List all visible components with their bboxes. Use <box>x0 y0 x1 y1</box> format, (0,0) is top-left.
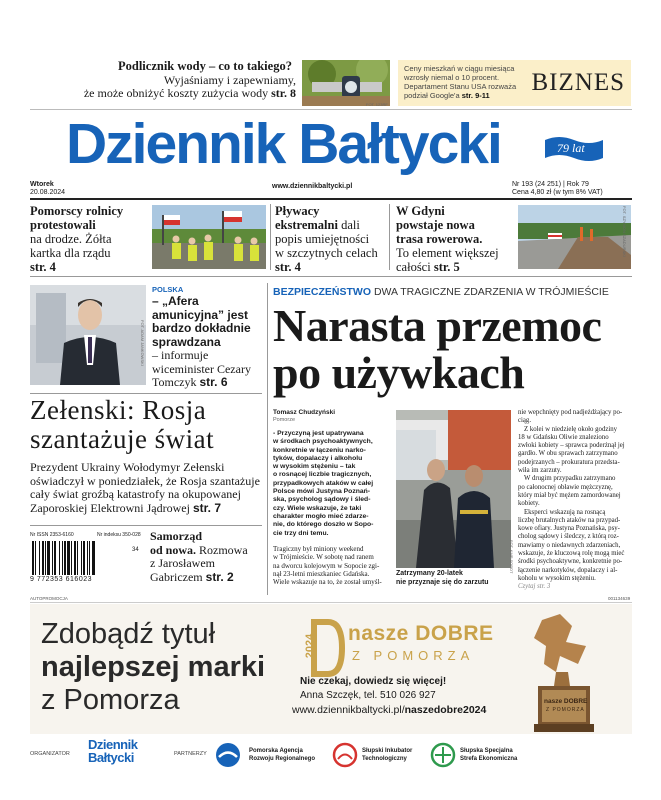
zelenski-headline[interactable]: Zełenski: Rosja szantażuje świat <box>30 395 215 454</box>
organizer-logo[interactable]: Dziennik Bałtycki <box>88 737 138 765</box>
main-kicker: BEZPIECZEŃSTWO DWA TRAGICZNE ZDARZENIA W TRÓJMIEŚCIE <box>273 286 609 298</box>
zelenski-body: Prezydent Ukrainy Wołodymyr Zełenski oświadczył w poniedziałek, że Rosja szantażuje cały świat groźbą katastrofy na okupowanej Zaporoskiej Elektrowni Jądrowej str. 7 <box>30 460 260 515</box>
index-label: Nr indeksu 350-028 <box>97 532 141 538</box>
prrr-logo-icon <box>215 742 241 768</box>
promo-contact: Anna Szczęk, tel. 510 026 927 <box>300 690 436 701</box>
cycle-path-photo <box>518 205 631 269</box>
organizer-label: ORGANIZATOR <box>30 751 70 757</box>
continued-link[interactable]: Czytaj str. 3 <box>518 583 551 591</box>
masthead-day: Wtorek <box>30 181 54 188</box>
promo-brand-sub: Z POMORZA <box>352 648 475 663</box>
promo-headline: Zdobądź tytuł najlepszej marki z Pomorza <box>41 618 266 716</box>
main-headline[interactable]: Narasta przemoc po używkach <box>273 300 602 398</box>
column-divider <box>389 204 390 270</box>
masthead-price: Cena 4,80 zł (w tym 8% VAT) <box>512 189 603 196</box>
barcode <box>30 541 142 583</box>
promo-brand: nasze DOBRE <box>348 622 494 645</box>
masthead-url[interactable]: www.dziennikbaltycki.pl <box>272 183 353 190</box>
arrest-caption: Zatrzymany 20-latek nie przyznaje się do zarzutu <box>396 570 489 586</box>
politics-headline[interactable]: – „Afera amunicyjna” jest bardzo dokładnie sprawdzana <box>152 294 251 349</box>
divider <box>30 393 262 394</box>
teaser-farmers[interactable]: Pomorscy rolnicy protestowali na drodze. Żółta kartka dla rządu str. 4 <box>30 204 124 274</box>
column-divider <box>270 204 271 270</box>
teaser-top-line2: Wyjaśniamy i zapewniamy, <box>163 73 296 87</box>
partner-ssse[interactable]: Słupska Specjalna Strefa Ekonomiczna <box>430 742 530 768</box>
masthead-date: 20.08.2024 <box>30 189 66 196</box>
teaser-top-page: str. 8 <box>271 86 296 100</box>
main-author: Tomasz Chudzyński <box>273 409 336 416</box>
main-body-1: Tragiczny był miniony weekend w Trójmieście. W sobotę nad ranem na dworcu kolejowym w Sopocie zgi- nął 23-letni mieszkaniec Gdańska. Wiele wskazuje na to, że został umyśl- <box>273 545 382 587</box>
divider <box>30 109 632 110</box>
main-location: Pomorze <box>273 417 296 423</box>
anniversary-ribbon: 79 lat <box>545 134 603 164</box>
nasze-dobre-emblem: 2024 <box>306 618 346 678</box>
politician-photo <box>30 285 146 385</box>
teaser-gdynia[interactable]: W Gdyni powstaje nowa trasa rowerowa. To element większej całości str. 5 <box>396 204 499 274</box>
divider <box>30 602 632 603</box>
politician-credit: FOT. ADAM JANKOWSKI <box>140 320 145 366</box>
teaser-swimmers[interactable]: Pływacy ekstremalni dali popis umiejętności w szczytnych celach str. 4 <box>275 204 378 274</box>
cyclepath-credit: FOT. SZYMON SZADURSKI <box>622 206 627 257</box>
teaser-top-credit: FOT. 123RF <box>366 102 388 107</box>
arrest-photo <box>396 410 511 568</box>
main-body-2: nie wepchnięty pod nadjeżdżający po- ciąg. Z kolei w niedzielę około godziny 18 w Gdańsku Oliwie znaleziono zwłoki kobiety – sprawca poderżnął jej gardło. W obu sprawach zatrzymano podejrzanych – prokuratura przedsta- wiła im zarzuty. W drugim przypadku zatrzymano po całonocnej obławie mężczyznę, który miał być mężem zamordowanej kobiety. Eksperci wskazują na rosnącą liczbę brutalnych ataków na przypad- kowe ofiary. Justyna Poznańska, psy- cholog sądowy i śledczy, z którą roz- mawiamy o niedawnych zdarzeniach, wskazuje, że kluczową rolę mogą mieć środki psychoaktywne, konkretnie po- łączenie narkotyków, dopalaczy i al- koholu w wysokim stężeniu. Czytaj str. 3 <box>518 409 632 592</box>
barcode-number: 9 772353 616023 <box>30 576 92 583</box>
trophy-statue: nasze DOBRE Z POMORZA <box>516 612 612 734</box>
partner-sit[interactable]: Słupski Inkubator Technologiczny <box>332 742 432 768</box>
promo-label: AUTOPROMOCJA <box>30 596 68 601</box>
politics-sub: – informuje wiceminister Cezary Tomczyk str. 6 <box>152 348 251 389</box>
partners-label: PARTNERZY <box>174 751 207 757</box>
sit-logo-icon <box>332 742 358 768</box>
biznes-label: BIZNES <box>531 69 625 96</box>
partner-prrr[interactable]: Pomorska Agencja Rozwoju Regionalnego <box>215 742 330 768</box>
divider <box>30 198 632 200</box>
water-meter-photo <box>302 60 390 106</box>
ssse-logo-icon <box>430 742 456 768</box>
divider <box>30 276 632 277</box>
main-lead: - Przyczyną jest upatrywana w środkach psychoaktywnych, konkretnie w łączeniu narko- tyków, dopalaczy i alkoholu w wysokim stężeniu – tak o rosnącej liczbie tragicznych, przypadkowych ataków w całej Polsce mówi Justyna Poznań- ska, psycholog sądowy i śled- czy. Wiele wskazuje, że taki charakter mogło mieć zdarze- nie, do którego doszło w Sopo- cie trzy dni temu. <box>273 430 374 537</box>
politics-kicker: POLSKA <box>152 285 184 294</box>
arrest-credit: FOT. KMP SOPOT <box>509 540 514 574</box>
promo-url[interactable]: www.dziennikbaltycki.pl/naszedobre2024 <box>292 704 487 716</box>
teaser-top-line3: że może obniżyć koszty zużycia wody str. 8 <box>83 86 296 100</box>
promo-cta: Nie czekaj, dowiedz się więcej! <box>300 676 447 687</box>
biznes-box[interactable] <box>398 60 631 106</box>
masthead-title: Dziennik Bałtycki <box>66 112 501 176</box>
farmers-protest-photo <box>152 205 266 269</box>
divider <box>30 525 262 526</box>
biznes-text: Ceny mieszkań w ciągu miesiąca wzrosły niemal o 10 procent. Departament Stanu USA rozważa podział Google'a str. 9-11 <box>404 64 517 100</box>
barcode-edition: 34 <box>132 547 139 553</box>
promo-code: 001134639 <box>608 596 631 601</box>
samorzad-teaser[interactable]: Samorząd od nowa. Rozmowa z Jarosławem Gabriczem str. 2 <box>150 529 248 584</box>
masthead-issue: Nr 193 (24 251) | Rok 79 <box>512 181 589 188</box>
column-divider <box>267 283 268 595</box>
issn-label: Nr ISSN 2353-6160 <box>30 532 74 538</box>
teaser-top-title[interactable]: Podlicznik wody – co to takiego? <box>118 59 292 73</box>
promo-banner[interactable] <box>30 604 632 734</box>
